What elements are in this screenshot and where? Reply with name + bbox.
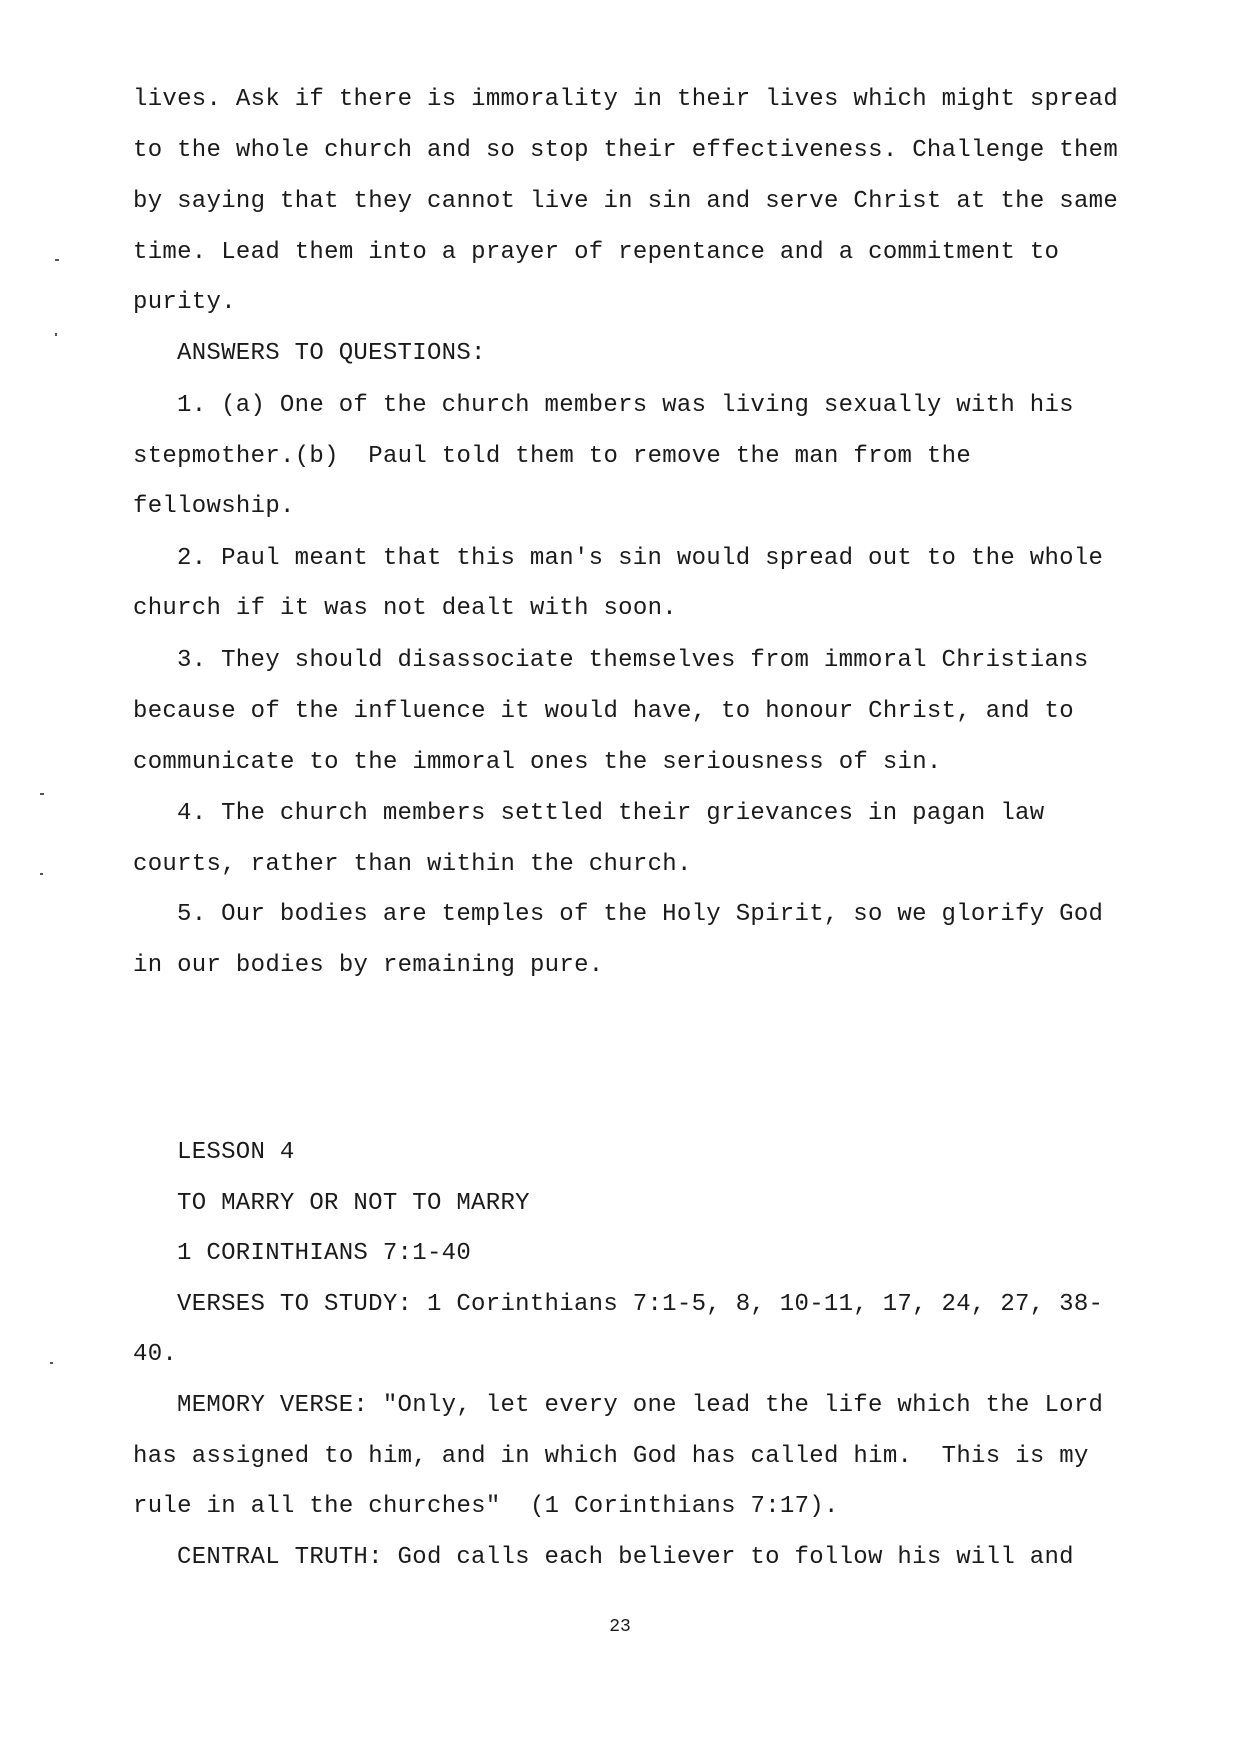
answers-heading: ANSWERS TO QUESTIONS: (177, 340, 486, 367)
answer-line: fellowship. (133, 493, 295, 520)
lesson-number: LESSON 4 (177, 1139, 295, 1166)
scan-mark (55, 259, 59, 261)
scan-mark (40, 793, 44, 795)
lesson-reference: 1 CORINTHIANS 7:1-40 (177, 1240, 472, 1267)
scan-mark (50, 1362, 53, 1364)
answer-line: communicate to the immoral ones the seriousness of sin. (133, 749, 942, 776)
memory-verse: rule in all the churches" (1 Corinthians 7:17). (133, 1493, 839, 1520)
memory-verse: MEMORY VERSE: "Only, let every one lead the life which the Lord (177, 1392, 1104, 1419)
verses-to-study: 40. (133, 1341, 178, 1368)
lesson-title: TO MARRY OR NOT TO MARRY (177, 1190, 530, 1217)
scan-mark (55, 333, 57, 336)
answer-line: courts, rather than within the church. (133, 851, 692, 878)
answer-line: 5. Our bodies are temples of the Holy Spirit, so we glorify God (177, 901, 1104, 928)
answer-line: 2. Paul meant that this man's sin would spread out to the whole (177, 545, 1104, 572)
answer-line: 4. The church members settled their grievances in pagan law (177, 800, 1045, 827)
page-number: 23 (609, 1617, 631, 1637)
text-line: time. Lead them into a prayer of repentance and a commitment to (133, 239, 1060, 266)
text-line: to the whole church and so stop their effectiveness. Challenge them (133, 137, 1119, 164)
answer-line: because of the influence it would have, to honour Christ, and to (133, 698, 1074, 725)
text-line: lives. Ask if there is immorality in their lives which might spread (133, 86, 1119, 113)
answer-line: 1. (a) One of the church members was living sexually with his (177, 392, 1074, 419)
verses-to-study: VERSES TO STUDY: 1 Corinthians 7:1-5, 8, 10-11, 17, 24, 27, 38- (177, 1291, 1104, 1318)
answer-line: 3. They should disassociate themselves from immoral Christians (177, 647, 1089, 674)
memory-verse: has assigned to him, and in which God has called him. This is my (133, 1443, 1089, 1470)
text-line: purity. (133, 289, 236, 316)
central-truth: CENTRAL TRUTH: God calls each believer to follow his will and (177, 1544, 1074, 1571)
scan-mark (40, 873, 43, 875)
answer-line: church if it was not dealt with soon. (133, 595, 677, 622)
answer-line: in our bodies by remaining pure. (133, 952, 604, 979)
answer-line: stepmother.(b) Paul told them to remove the man from the (133, 443, 972, 470)
text-line: by saying that they cannot live in sin and serve Christ at the same (133, 188, 1119, 215)
